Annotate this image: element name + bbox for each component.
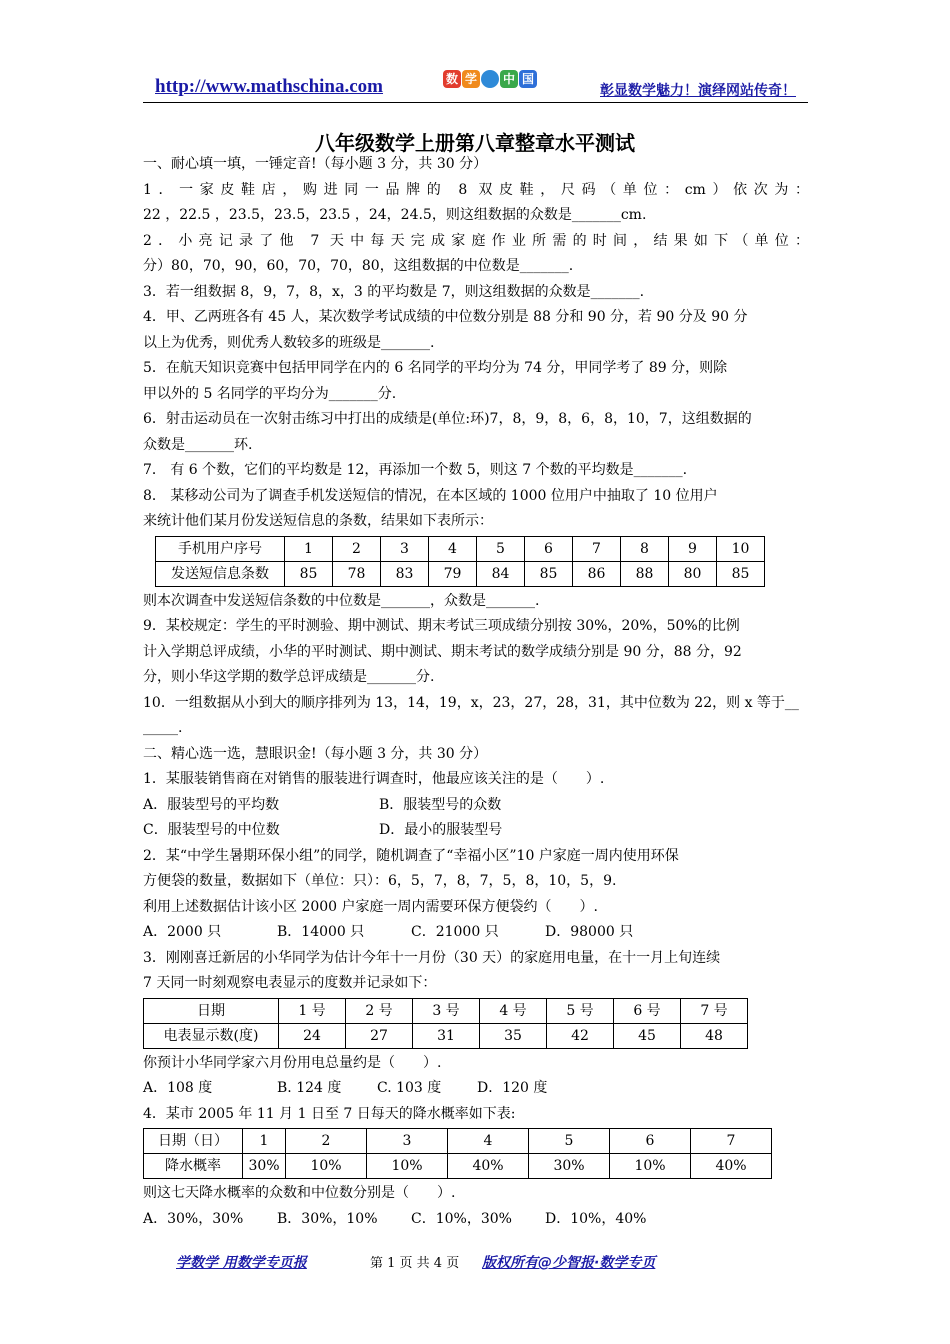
- options-row: [143, 818, 809, 844]
- table-row: [156, 561, 765, 586]
- question-text: 来统计他们某月份发送短信息的条数，结果如下表所示：: [143, 513, 493, 529]
- table-cell: 1: [243, 1129, 286, 1154]
- options-row: [143, 793, 809, 819]
- question-text: 3．若一组数据 8，9，7，8，x，3 的平均数是 7，则这组数据的众数是_______.: [143, 283, 645, 300]
- table-row: [144, 1129, 772, 1154]
- table-cell: 3 号: [413, 998, 480, 1023]
- table-cell: 84: [477, 561, 525, 586]
- options-row: [143, 920, 809, 946]
- table-cell: 86: [573, 561, 621, 586]
- option-c: C. 103 度: [377, 1080, 442, 1096]
- table-cell: 85: [717, 561, 765, 586]
- table-cell: 7: [691, 1129, 772, 1154]
- table-row: [144, 1023, 748, 1048]
- document-body: [143, 152, 809, 1232]
- table-cell: 6: [610, 1129, 691, 1154]
- table-cell: 5: [477, 536, 525, 561]
- option-d: D．98000 只: [545, 924, 634, 940]
- table-row: [144, 1154, 772, 1179]
- question-text: 利用上述数据估计该小区 2000 户家庭一周内需要环保方便袋约（ ）.: [143, 898, 598, 915]
- table-cell: 4: [448, 1129, 529, 1154]
- question-text: 2．小亮记录了他 7 天中每天完成家庭作业所需的时间，结果如下（单位：: [143, 232, 809, 249]
- table-cell: 10%: [367, 1154, 448, 1179]
- table-cell: 10: [717, 536, 765, 561]
- table-cell: 2 号: [346, 998, 413, 1023]
- question-text: 1．一家皮鞋店，购进同一品牌的 8 双皮鞋，尺码（单位：cm）依次为：: [143, 181, 809, 198]
- table-cell: 48: [681, 1023, 748, 1048]
- table-cell: 5 号: [547, 998, 614, 1023]
- table-cell: 4 号: [480, 998, 547, 1023]
- table-cell: 10%: [286, 1154, 367, 1179]
- question-text: 分）80，70，90，60，70，70，80，这组数据的中位数是_______.: [143, 258, 574, 274]
- table-cell: 83: [381, 561, 429, 586]
- option-d: D．120 度: [477, 1080, 548, 1096]
- table-row: [156, 536, 765, 561]
- sms-table: [155, 536, 765, 587]
- logo-char: 国: [519, 70, 537, 88]
- table-cell: 88: [621, 561, 669, 586]
- table-cell: 40%: [448, 1154, 529, 1179]
- question-text: 7． 有 6 个数，它们的平均数是 12，再添加一个数 5，则这 7 个数的平均数是_______.: [143, 462, 688, 478]
- logo-char: 中: [500, 70, 518, 88]
- table-cell: 手机用户序号: [156, 536, 285, 561]
- question-text: 7 天同一时刻观察电表显示的度数并记录如下：: [143, 975, 437, 991]
- table-cell: 7 号: [681, 998, 748, 1023]
- page-header: [143, 70, 808, 103]
- table-cell: 电表显示数(度): [144, 1023, 279, 1048]
- table-cell: 日期: [144, 998, 279, 1023]
- question-text: 4．某市 2005 年 11 月 1 日至 7 日每天的降水概率如下表:: [143, 1105, 516, 1122]
- table-row: [144, 998, 748, 1023]
- option-c: C．服装型号的中位数: [143, 822, 280, 838]
- table-cell: 40%: [691, 1154, 772, 1179]
- question-text: 3．刚刚喜迁新居的小华同学为估计今年十一月份（30 天）的家庭用电量，在十一月上旬连续: [143, 949, 721, 966]
- table-cell: 31: [413, 1023, 480, 1048]
- question-text: 众数是_______环.: [143, 436, 253, 453]
- option-a: A．30%，30%: [143, 1210, 244, 1227]
- site-url-link[interactable]: http://www.mathschina.com: [155, 76, 384, 97]
- table-cell: 3: [367, 1129, 448, 1154]
- table-cell: 85: [285, 561, 333, 586]
- question-text: 8． 某移动公司为了调查手机发送短信的情况，在本区域的 1000 位用户中抽取了 10 位用户: [143, 487, 718, 504]
- option-a: A．2000 只: [143, 924, 222, 940]
- table-cell: 5: [529, 1129, 610, 1154]
- question-text: 9．某校规定：学生的平时测验、期中测试、期末考试三项成绩分别按 30%，20%，50%的比例: [143, 618, 740, 634]
- table-cell: 8: [621, 536, 669, 561]
- table-cell: 1 号: [279, 998, 346, 1023]
- table-cell: 7: [573, 536, 621, 561]
- table-cell: 降水概率: [144, 1154, 243, 1179]
- question-text: 6．射击运动员在一次射击练习中打出的成绩是(单位:环)7，8，9，8，6，8，10，7，这组数据的: [143, 411, 752, 427]
- question-text: 则本次调查中发送短信条数的中位数是_______，众数是_______.: [143, 592, 540, 609]
- option-a: A．服装型号的平均数: [143, 796, 280, 813]
- option-c: C．21000 只: [411, 924, 499, 940]
- table-cell: 35: [480, 1023, 547, 1048]
- table-cell: 2: [286, 1129, 367, 1154]
- logo-char: 学: [462, 70, 480, 88]
- table-cell: 30%: [529, 1154, 610, 1179]
- question-text: 分，则小华这学期的数学总评成绩是_______分.: [143, 669, 435, 685]
- table-cell: 42: [547, 1023, 614, 1048]
- table-cell: 2: [333, 536, 381, 561]
- option-a: A．108 度: [143, 1080, 213, 1096]
- question-text: _____.: [143, 720, 183, 736]
- table-cell: 78: [333, 561, 381, 586]
- question-text: 则这七天降水概率的众数和中位数分别是（ ）.: [143, 1185, 456, 1201]
- table-cell: 6 号: [614, 998, 681, 1023]
- footer-left-link[interactable]: 学数学 用数学专页报: [176, 1255, 307, 1271]
- table-cell: 10%: [610, 1154, 691, 1179]
- question-text: 甲以外的 5 名同学的平均分为_______分.: [143, 385, 397, 402]
- table-cell: 6: [525, 536, 573, 561]
- question-text: 10．一组数据从小到大的顺序排列为 13，14，19，x，23，27，28，31，其中位数为 22，则 x 等于__: [143, 694, 799, 711]
- table-cell: 27: [346, 1023, 413, 1048]
- question-text: 5．在航天知识竞赛中包括甲同学在内的 6 名同学的平均分为 74 分，甲同学考了 89 分，则除: [143, 360, 728, 376]
- mathschina-logo: [443, 70, 537, 92]
- table-cell: 9: [669, 536, 717, 561]
- question-text: 你预计小华同学家六月份用电总量约是（ ）.: [143, 1054, 442, 1071]
- table-cell: 45: [614, 1023, 681, 1048]
- option-b: B. 124 度: [277, 1080, 342, 1096]
- table-cell: 79: [429, 561, 477, 586]
- logo-char: 数: [443, 70, 461, 88]
- option-d: D．10%，40%: [545, 1210, 647, 1227]
- globe-icon: [481, 70, 499, 88]
- option-b: B．30%，10%: [277, 1210, 378, 1227]
- question-text: 2．某“中学生暑期环保小组”的同学，随机调查了“幸福小区”10 户家庭一周内使用环保: [143, 847, 679, 864]
- option-c: C．10%，30%: [411, 1210, 512, 1227]
- table-cell: 24: [279, 1023, 346, 1048]
- table-cell: 30%: [243, 1154, 286, 1179]
- option-d: D．最小的服装型号: [379, 822, 503, 838]
- question-text: 22 ，22.5 ，23.5，23.5，23.5 ，24，24.5，则这组数据的众数是_______cm.: [143, 207, 647, 223]
- table-cell: 1: [285, 536, 333, 561]
- option-b: B．14000 只: [277, 924, 365, 940]
- question-text: 计入学期总评成绩，小华的平时测试、期中测试、期末考试的数学成绩分别是 90 分，88 分，92: [143, 643, 742, 660]
- rain-table: [143, 1128, 772, 1179]
- page-number: 第 1 页 共 4 页: [370, 1256, 460, 1271]
- table-cell: 85: [525, 561, 573, 586]
- question-text: 方便袋的数量，数据如下（单位：只）：6，5，7，8，7，5，8，10，5，9.: [143, 873, 617, 889]
- header-slogan: 彰显数学魅力！演绎网站传奇！: [600, 83, 796, 99]
- option-b: B．服装型号的众数: [379, 796, 502, 813]
- table-cell: 发送短信息条数: [156, 561, 285, 586]
- question-text: 1．某服装销售商在对销售的服装进行调查时，他最应该关注的是（ ）.: [143, 771, 605, 787]
- table-cell: 3: [381, 536, 429, 561]
- table-cell: 80: [669, 561, 717, 586]
- meter-table: [143, 998, 748, 1049]
- footer-right-link[interactable]: 版权所有@少智报·数学专页: [482, 1255, 656, 1271]
- table-cell: 4: [429, 536, 477, 561]
- options-row: [143, 1207, 809, 1233]
- table-cell: 日期（日）: [144, 1129, 243, 1154]
- question-text: 4．甲、乙两班各有 45 人，某次数学考试成绩的中位数分别是 88 分和 90 分，若 90 分及 90 分: [143, 309, 748, 325]
- options-row: [143, 1076, 809, 1102]
- section-heading: 二、精心选一选，慧眼识金!（每小题 3 分，共 30 分）: [143, 745, 488, 762]
- section-heading: 一、耐心填一填，一锤定音!（每小题 3 分，共 30 分）: [143, 156, 488, 172]
- question-text: 以上为优秀，则优秀人数较多的班级是_______.: [143, 334, 435, 351]
- page-title: 八年级数学上册第八章整章水平测试: [315, 131, 635, 155]
